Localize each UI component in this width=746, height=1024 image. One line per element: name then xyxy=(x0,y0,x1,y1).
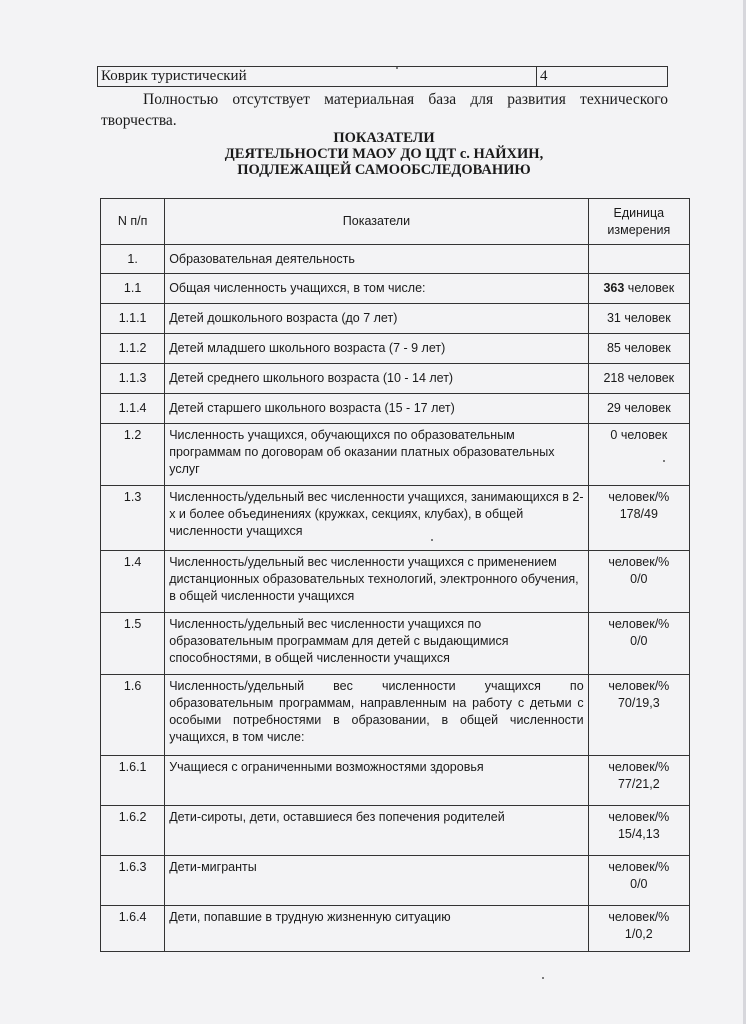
row-number: 1.6 xyxy=(101,675,165,756)
equipment-table-tail xyxy=(97,66,668,87)
row-indicator: Образовательная деятельность xyxy=(165,245,588,274)
heading-line-2: ДЕЯТЕЛЬНОСТИ МАОУ ДО ЦДТ с. НАЙХИН, xyxy=(224,146,544,162)
row-unit-count: 363 xyxy=(603,281,625,295)
row-unit-value: 0/0 xyxy=(630,877,648,891)
row-unit: 29 человек xyxy=(588,394,689,424)
row-number: 1.4 xyxy=(101,551,165,613)
row-unit-value: 70/19,3 xyxy=(617,696,660,710)
row-indicator: Детей старшего школьного возраста (15 - 17 лет) xyxy=(165,394,588,424)
indicators-table xyxy=(100,198,690,952)
scan-speck xyxy=(431,539,433,541)
equipment-quantity: 4 xyxy=(537,67,668,87)
table-row xyxy=(101,551,690,613)
row-unit xyxy=(588,274,689,304)
row-indicator: Дети-мигранты xyxy=(165,856,588,906)
row-unit xyxy=(588,551,689,613)
row-indicator: Численность учащихся, обучающихся по образовательным программам по договорам об оказании платных образовательных услуг xyxy=(165,424,588,486)
row-unit xyxy=(588,245,689,274)
row-unit-value: 178/49 xyxy=(619,507,658,521)
scan-speck xyxy=(396,67,398,69)
row-unit-label: человек/% xyxy=(608,910,670,924)
row-unit-value: 1/0,2 xyxy=(624,927,653,941)
row-indicator: Детей младшего школьного возраста (7 - 9 лет) xyxy=(165,334,588,364)
row-unit xyxy=(588,675,689,756)
table-row xyxy=(101,274,690,304)
row-unit: 218 человек xyxy=(588,364,689,394)
intro-text: Полностью отсутствует материальная база для развития технического творчества. xyxy=(101,91,668,129)
row-unit-label: человек/% xyxy=(608,555,670,569)
heading-line-1: ПОКАЗАТЕЛИ xyxy=(333,130,435,146)
table-row xyxy=(98,67,668,87)
intro-paragraph xyxy=(101,89,668,131)
table-row xyxy=(101,675,690,756)
row-unit: 31 человек xyxy=(588,304,689,334)
row-unit-value: 0/0 xyxy=(630,634,648,648)
table-row xyxy=(101,424,690,486)
scan-speck xyxy=(663,460,665,462)
row-number: 1.3 xyxy=(101,486,165,551)
table-row xyxy=(101,364,690,394)
row-number: 1.1.1 xyxy=(101,304,165,334)
table-row xyxy=(101,856,690,906)
heading-line-3: ПОДЛЕЖАЩЕЙ САМООБСЛЕДОВАНИЮ xyxy=(237,162,531,178)
row-indicator: Дети, попавшие в трудную жизненную ситуацию xyxy=(165,906,588,952)
table-row xyxy=(101,394,690,424)
row-unit-label: человек/% xyxy=(608,490,670,504)
row-unit-value: 77/21,2 xyxy=(617,777,660,791)
row-number: 1.6.3 xyxy=(101,856,165,906)
row-unit-value: 0/0 xyxy=(630,572,648,586)
row-indicator: Численность/удельный вес численности учащихся, занимающихся в 2-х и более объединениях (кружках, секциях, клубах), в общей численности учащихся xyxy=(165,486,588,551)
table-row xyxy=(101,334,690,364)
row-indicator: Учащиеся с ограниченными возможностями здоровья xyxy=(165,756,588,806)
row-unit xyxy=(588,806,689,856)
row-unit xyxy=(588,906,689,952)
row-unit-label: человек xyxy=(624,281,675,295)
row-number: 1.6.4 xyxy=(101,906,165,952)
row-unit xyxy=(588,856,689,906)
scan-speck xyxy=(542,977,544,979)
row-indicator: Детей среднего школьного возраста (10 - 14 лет) xyxy=(165,364,588,394)
table-row xyxy=(101,906,690,952)
row-unit-label: человек/% xyxy=(608,810,670,824)
column-header-unit xyxy=(588,199,689,245)
page-heading xyxy=(100,130,668,178)
row-indicator: Общая численность учащихся, в том числе: xyxy=(165,274,588,304)
row-indicator: Дети-сироты, дети, оставшиеся без попечения родителей xyxy=(165,806,588,856)
row-indicator: Численность/удельный вес численности учащихся по образовательным программам, направленным на работу с детьми с особыми потребностями в образовании, в общей численности учащихся, в том числе: xyxy=(165,675,588,756)
table-row xyxy=(101,613,690,675)
row-unit xyxy=(588,486,689,551)
column-header-num: N п/п xyxy=(101,199,165,245)
row-unit-label: человек/% xyxy=(608,617,670,631)
row-number: 1.1.4 xyxy=(101,394,165,424)
equipment-item: Коврик туристический xyxy=(98,67,537,87)
row-unit-label: человек/% xyxy=(608,679,670,693)
table-row xyxy=(101,756,690,806)
row-indicator: Численность/удельный вес численности учащихся с применением дистанционных образовательных технологий, электронного обучения, в общей численности учащихся xyxy=(165,551,588,613)
row-unit-label: человек/% xyxy=(608,860,670,874)
column-header-unit-line2: измерения xyxy=(607,222,671,237)
row-number: 1.5 xyxy=(101,613,165,675)
row-number: 1.6.1 xyxy=(101,756,165,806)
row-number: 1.6.2 xyxy=(101,806,165,856)
table-row xyxy=(101,486,690,551)
row-indicator: Детей дошкольного возраста (до 7 лет) xyxy=(165,304,588,334)
column-header-unit-line1: Единица xyxy=(613,205,665,220)
row-number: 1.1 xyxy=(101,274,165,304)
table-header-row xyxy=(101,199,690,245)
row-number: 1. xyxy=(101,245,165,274)
row-indicator: Численность/удельный вес численности учащихся по образовательным программам для детей с выдающимися способностями, в общей численности учащихся xyxy=(165,613,588,675)
row-unit-label: человек/% xyxy=(608,760,670,774)
row-unit xyxy=(588,613,689,675)
row-number: 1.2 xyxy=(101,424,165,486)
row-number: 1.1.3 xyxy=(101,364,165,394)
table-row xyxy=(101,245,690,274)
row-number: 1.1.2 xyxy=(101,334,165,364)
column-header-indicator: Показатели xyxy=(165,199,588,245)
row-unit-value: 15/4,13 xyxy=(617,827,660,841)
row-unit xyxy=(588,756,689,806)
row-unit: 85 человек xyxy=(588,334,689,364)
table-row xyxy=(101,304,690,334)
row-unit: 0 человек xyxy=(588,424,689,486)
table-row xyxy=(101,806,690,856)
